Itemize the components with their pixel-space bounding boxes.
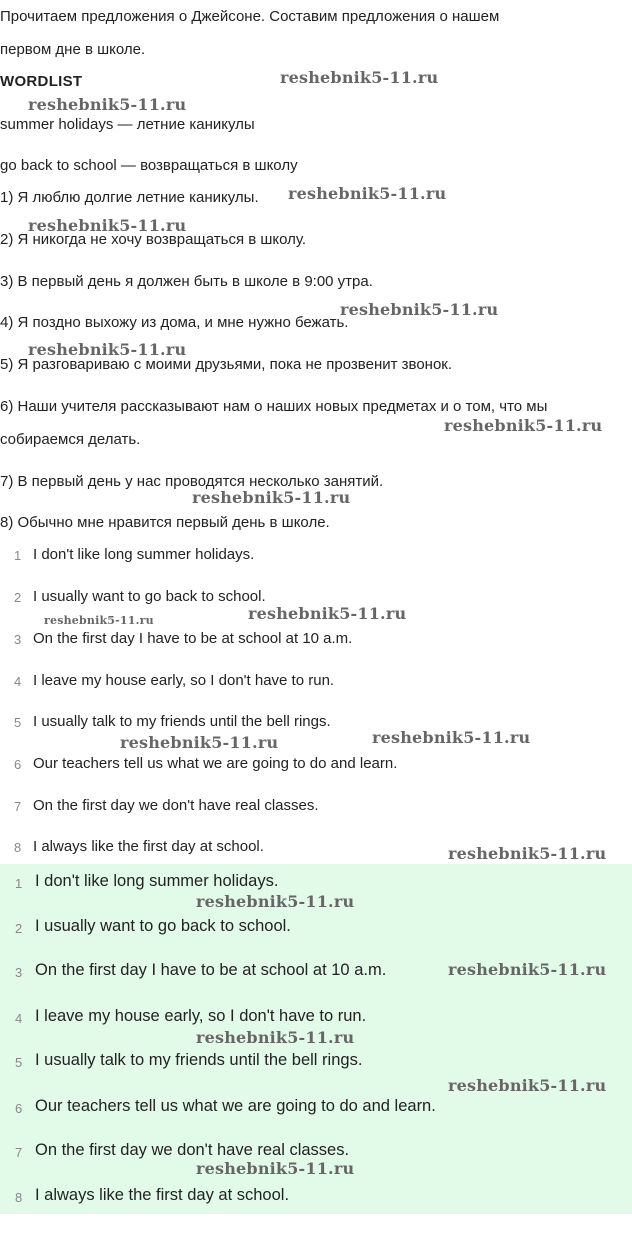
answer-number: 2 (15, 921, 23, 936)
answer-number: 4 (15, 1011, 23, 1026)
translation-line: 8) Обычно мне нравится первый день в школе. (0, 514, 330, 531)
translation-line: 6) Наши учителя рассказывают нам о наших новых предметах и о том, что мы (0, 398, 548, 415)
watermark: reshebnik5-11.ru (444, 416, 603, 435)
list-item: Our teachers tell us what we are going to do and learn. (33, 755, 398, 772)
list-item: I leave my house early, so I don't have to run. (33, 672, 335, 689)
answer-item: I usually talk to my friends until the bell rings. (35, 1051, 363, 1069)
translation-line: 5) Я разговариваю с моими друзьями, пока не прозвенит звонок. (0, 356, 453, 373)
answer-item: Our teachers tell us what we are going to do and learn. (35, 1097, 436, 1115)
list-item: I don't like long summer holidays. (33, 546, 255, 563)
watermark: reshebnik5-11.ru (28, 95, 187, 114)
watermark: reshebnik5-11.ru (192, 488, 351, 507)
watermark: reshebnik5-11.ru (196, 1028, 355, 1047)
watermark: reshebnik5-11.ru (340, 300, 499, 319)
watermark: reshebnik5-11.ru (196, 1159, 355, 1178)
list-item-number: 3 (14, 632, 22, 647)
watermark: reshebnik5-11.ru (44, 614, 154, 627)
list-item-number: 4 (14, 674, 22, 689)
translation-line: 1) Я люблю долгие летние каникулы. (0, 189, 259, 206)
watermark: reshebnik5-11.ru (448, 844, 607, 863)
intro-line-2: первом дне в школе. (0, 41, 146, 58)
answer-number: 6 (15, 1101, 23, 1116)
answer-item: On the first day we don't have real classes. (35, 1141, 350, 1159)
watermark: reshebnik5-11.ru (280, 68, 439, 87)
translation-line: 3) В первый день я должен быть в школе в 9:00 утра. (0, 273, 373, 290)
answer-number: 3 (15, 965, 23, 980)
answer-number: 7 (15, 1145, 23, 1160)
list-item: I usually want to go back to school. (33, 588, 266, 605)
wordlist-item: summer holidays — летние каникулы (0, 116, 255, 133)
watermark: reshebnik5-11.ru (248, 604, 407, 623)
watermark: reshebnik5-11.ru (28, 216, 187, 235)
list-item-number: 7 (14, 799, 22, 814)
wordlist-heading: WORDLIST (0, 73, 83, 90)
answer-item: On the first day I have to be at school at 10 a.m. (35, 961, 387, 979)
list-item-number: 8 (14, 840, 22, 855)
list-item-number: 1 (14, 548, 22, 563)
watermark: reshebnik5-11.ru (120, 733, 279, 752)
translation-line: 4) Я поздно выхожу из дома, и мне нужно бежать. (0, 314, 349, 331)
answer-number: 1 (15, 876, 23, 891)
answer-item: I usually want to go back to school. (35, 917, 291, 935)
wordlist-item: go back to school — возвращаться в школу (0, 157, 298, 174)
watermark: reshebnik5-11.ru (288, 184, 447, 203)
answer-item: I always like the first day at school. (35, 1186, 290, 1204)
translation-line: 7) В первый день у нас проводятся несколько занятий. (0, 473, 384, 490)
watermark: reshebnik5-11.ru (448, 960, 607, 979)
watermark: reshebnik5-11.ru (372, 728, 531, 747)
watermark: reshebnik5-11.ru (448, 1076, 607, 1095)
watermark: reshebnik5-11.ru (196, 892, 355, 911)
answer-item: I leave my house early, so I don't have to run. (35, 1007, 367, 1025)
list-item: On the first day I have to be at school at 10 a.m. (33, 630, 353, 647)
watermark: reshebnik5-11.ru (28, 340, 187, 359)
answer-item: I don't like long summer holidays. (35, 872, 279, 890)
list-item: On the first day we don't have real classes. (33, 797, 319, 814)
translation-line: 2) Я никогда не хочу возвращаться в школу. (0, 231, 307, 248)
intro-line-1: Прочитаем предложения о Джейсоне. Составим предложения о нашем (0, 8, 500, 25)
answer-number: 5 (15, 1055, 23, 1070)
translation-line: собираемся делать. (0, 431, 141, 448)
list-item-number: 2 (14, 590, 22, 605)
answer-number: 8 (15, 1190, 23, 1205)
list-item-number: 5 (14, 715, 22, 730)
list-item: I usually talk to my friends until the bell rings. (33, 713, 331, 730)
list-item: I always like the first day at school. (33, 838, 264, 855)
list-item-number: 6 (14, 757, 22, 772)
